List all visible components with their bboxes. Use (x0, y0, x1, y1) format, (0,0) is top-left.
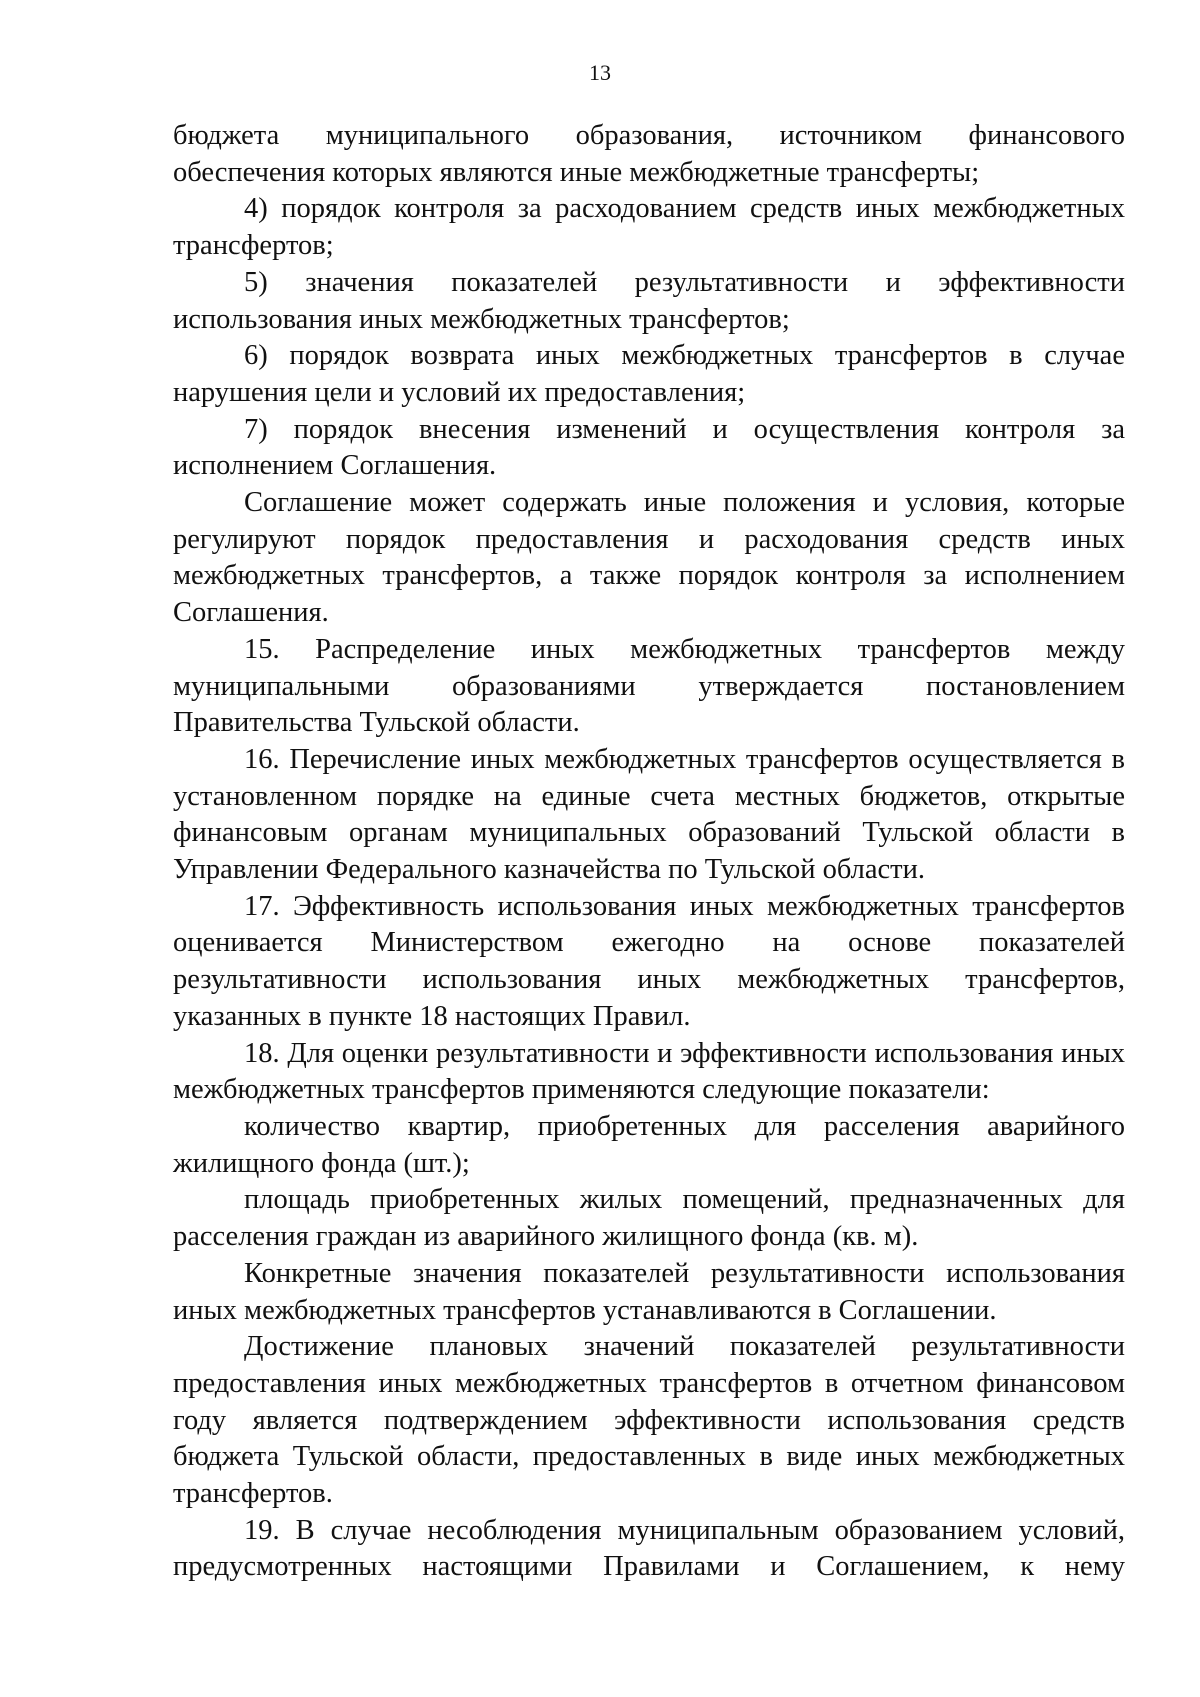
paragraph-agreement-provisions: Соглашение может содержать иные положения и условия, которые регулируют порядок предоставления и расходования средств иных межбюджетных трансфертов, а также порядок контроля за исполнением Соглашения. (173, 487, 1125, 629)
paragraph-item-7: 7) порядок внесения изменений и осуществления контроля за исполнением Соглашения. (173, 413, 1125, 482)
paragraph-item-4: 4) порядок контроля за расходованием средств иных межбюджетных трансфертов; (173, 193, 1125, 262)
paragraph-17: 17. Эффективность использования иных межбюджетных трансфертов оценивается Министерством ежегодно на основе показателей результативности использования иных межбюджетных трансфертов, указанных в пункте 18 настоящих Правил. (173, 890, 1125, 1032)
paragraph-continued: бюджета муниципального образования, источником финансового обеспечения которых являются иные межбюджетные трансферты; (173, 120, 1125, 188)
paragraph-19: 19. В случае несоблюдения муниципальным образованием условий, предусмотренных настоящими Правилами и Соглашением, к нему (173, 1514, 1125, 1583)
indicator-apartments: количество квартир, приобретенных для расселения аварийного жилищного фонда (шт.); (173, 1110, 1125, 1179)
paragraph-specific-values: Конкретные значения показателей результативности использования иных межбюджетных трансфертов устанавливаются в Соглашении. (173, 1257, 1125, 1326)
body-text (173, 118, 1125, 1586)
paragraph-item-6: 6) порядок возврата иных межбюджетных трансфертов в случае нарушения цели и условий их предоставления; (173, 340, 1125, 408)
indicator-area: площадь приобретенных жилых помещений, предназначенных для расселения граждан из аварийного жилищного фонда (кв. м). (173, 1184, 1125, 1253)
paragraph-16: 16. Перечисление иных межбюджетных трансфертов осуществляется в установленном порядке на единые счета местных бюджетов, открытые финансовым органам муниципальных образований Тульской области в Управлении Федерального казначейства по Тульской области. (173, 743, 1125, 886)
paragraph-item-5: 5) значения показателей результативности и эффективности использования иных межбюджетных трансфертов; (173, 266, 1125, 335)
paragraph-15: 15. Распределение иных межбюджетных трансфертов между муниципальными образованиями утверждается постановлением Правительства Тульской области. (173, 633, 1125, 739)
paragraph-achievement: Достижение плановых значений показателей результативности предоставления иных межбюджетных трансфертов в отчетном финансовом году является подтверждением эффективности использования средств бюджета Тульской области, предоставленных в виде иных межбюджетных трансфертов. (173, 1331, 1125, 1510)
paragraph-18: 18. Для оценки результативности и эффективности использования иных межбюджетных трансфертов применяются следующие показатели: (173, 1037, 1125, 1106)
page-number: 13 (589, 60, 611, 85)
